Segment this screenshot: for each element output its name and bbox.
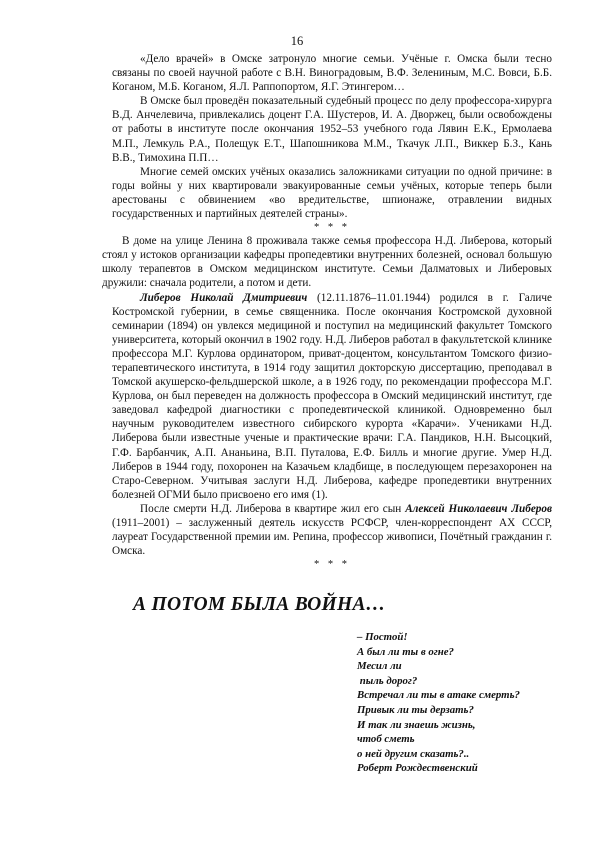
section-title: А ПОТОМ БЫЛА ВОЙНА… [133,594,386,615]
poem-epigraph [357,630,520,776]
biography-text: (12.11.1876–11.01.1944) родился в г. Галиче Костромской губернии, в семье священника. После окончания Костромской духовной семинарии (1894) он увлекся медициной и поступил на медицинский факультет Томского университета, который окончил в 1902 году. Н.Д. Либеров работал в факультетской клинике профессора М.Г. Курлова ординатором, приват-доцентом, консультантом Томского физио-терапевтического института, в 1914 году защитил докторскую диссертацию, преподавал в Томской акушерско-фельдшерской школе, а в 1926 году, по рекомендации профессора М.Г. Курлова, он был переведен на должность профессора в Омский медицинский институт, где заведовал кафедрой диагностики с пропедевтической клиникой. Одновременно был научным руководителем известного сибирского курорта «Карачи». Учениками Н.Д. Либерова были известные ученые и практические врачи: Г.А. Пандиков, Н.Н. Высоцкий, Г.Ф. Барбанчик, А.П. Ананьина, В.П. Путалова, Е.Ф. Билль и многие другие. Умер Н.Д. Либеров в 1944 году, похоронен на Казачьем кладбище, в последующем перезахоронен на Старо-Северном. Учитывая заслуги Н.Д. Либерова, кафедре пропедевтики внутренних болезней ОГМИ было присвоено его имя (1). [112,291,552,501]
section-separator: * * * [314,559,350,571]
paragraph-doctors-plot: «Дело врачей» в Омске затронуло многие семьи. Учёные г. Омска были тесно связаны по своей научной работе с В.Н. Виноградовым, В.Ф. Зелениным, М.С. Вовси, Б.Б. Коганом, М.Б. Коганом, Я.Л. Раппопортом, Я.Г. Этингером… [112,53,552,94]
body-text [102,52,552,571]
paragraph-text: (1911–2001) – заслуженный деятель искусств РСФСР, член-корреспондент АХ СССР, лауреат Государственной премии им. Репина, профессор живописи, Почётный гражданин г. Омска. [112,517,552,558]
poem-line: Встречал ли ты в атаке смерть? [357,689,520,702]
paragraph-trial: В Омске был проведён показательный судебный процесс по делу профессора-хирурга В.Д. Анчелевича, привлекались доцент Г.А. Шустеров, И. А. Дворжец, были освобождены от работы в институте после окончания 1952–53 учебного года Лявин Е.К., Ермолаева М.П., Лемкуль Р.А., Полещук Е.Т., Шапошникова М.М., Ткачук Л.П., Виккер Б.З., Кань В.В., Тимохина П.П… [112,95,552,164]
poem-line: И так ли знаешь жизнь, [357,718,476,731]
poem-line: Месил ли [357,660,402,673]
poem-line: А был ли ты в огне? [357,645,454,658]
poem-line: чтоб сметь [357,733,415,746]
paragraph-liberov-family: В доме на улице Ленина 8 проживала также семья профессора Н.Д. Либерова, который стоял у истоков организации кафедры пропедевтики внутренних болезней, основал большую школу терапевтов в Омском медицинском институте. Семьи Далматовых и Либеровых дружили: сначала родители, а потом и дети. [102,235,552,290]
poem-line: – Постой! [357,631,408,643]
paragraph-hostages: Многие семей омских учёных оказались заложниками ситуации по одной причине: в годы войны у них квартировали эвакуированные семьи учёных, которые теперь были арестованы с обвинением «во вредительстве, шпионаже, отравлении видных государственных и партийных деятелей страны». [112,165,552,221]
person-name: Алексей Николаевич Либеров [405,502,552,515]
poem-line: о ней другим сказать?.. [357,747,470,760]
poem-line: пыль дорог? [357,674,418,687]
paragraph-liberov-son [112,502,552,558]
paragraph-liberov-biography [112,291,552,502]
paragraph-text: После смерти Н.Д. Либерова в квартире жил его сын [140,502,406,515]
section-separator: * * * [314,222,350,234]
person-name: Либеров Николай Дмитриевич [140,291,308,304]
poem-line: Привык ли ты дерзать? [357,703,474,716]
page-number: 16 [290,34,304,48]
poem-author: Роберт Рождественский [357,762,478,775]
